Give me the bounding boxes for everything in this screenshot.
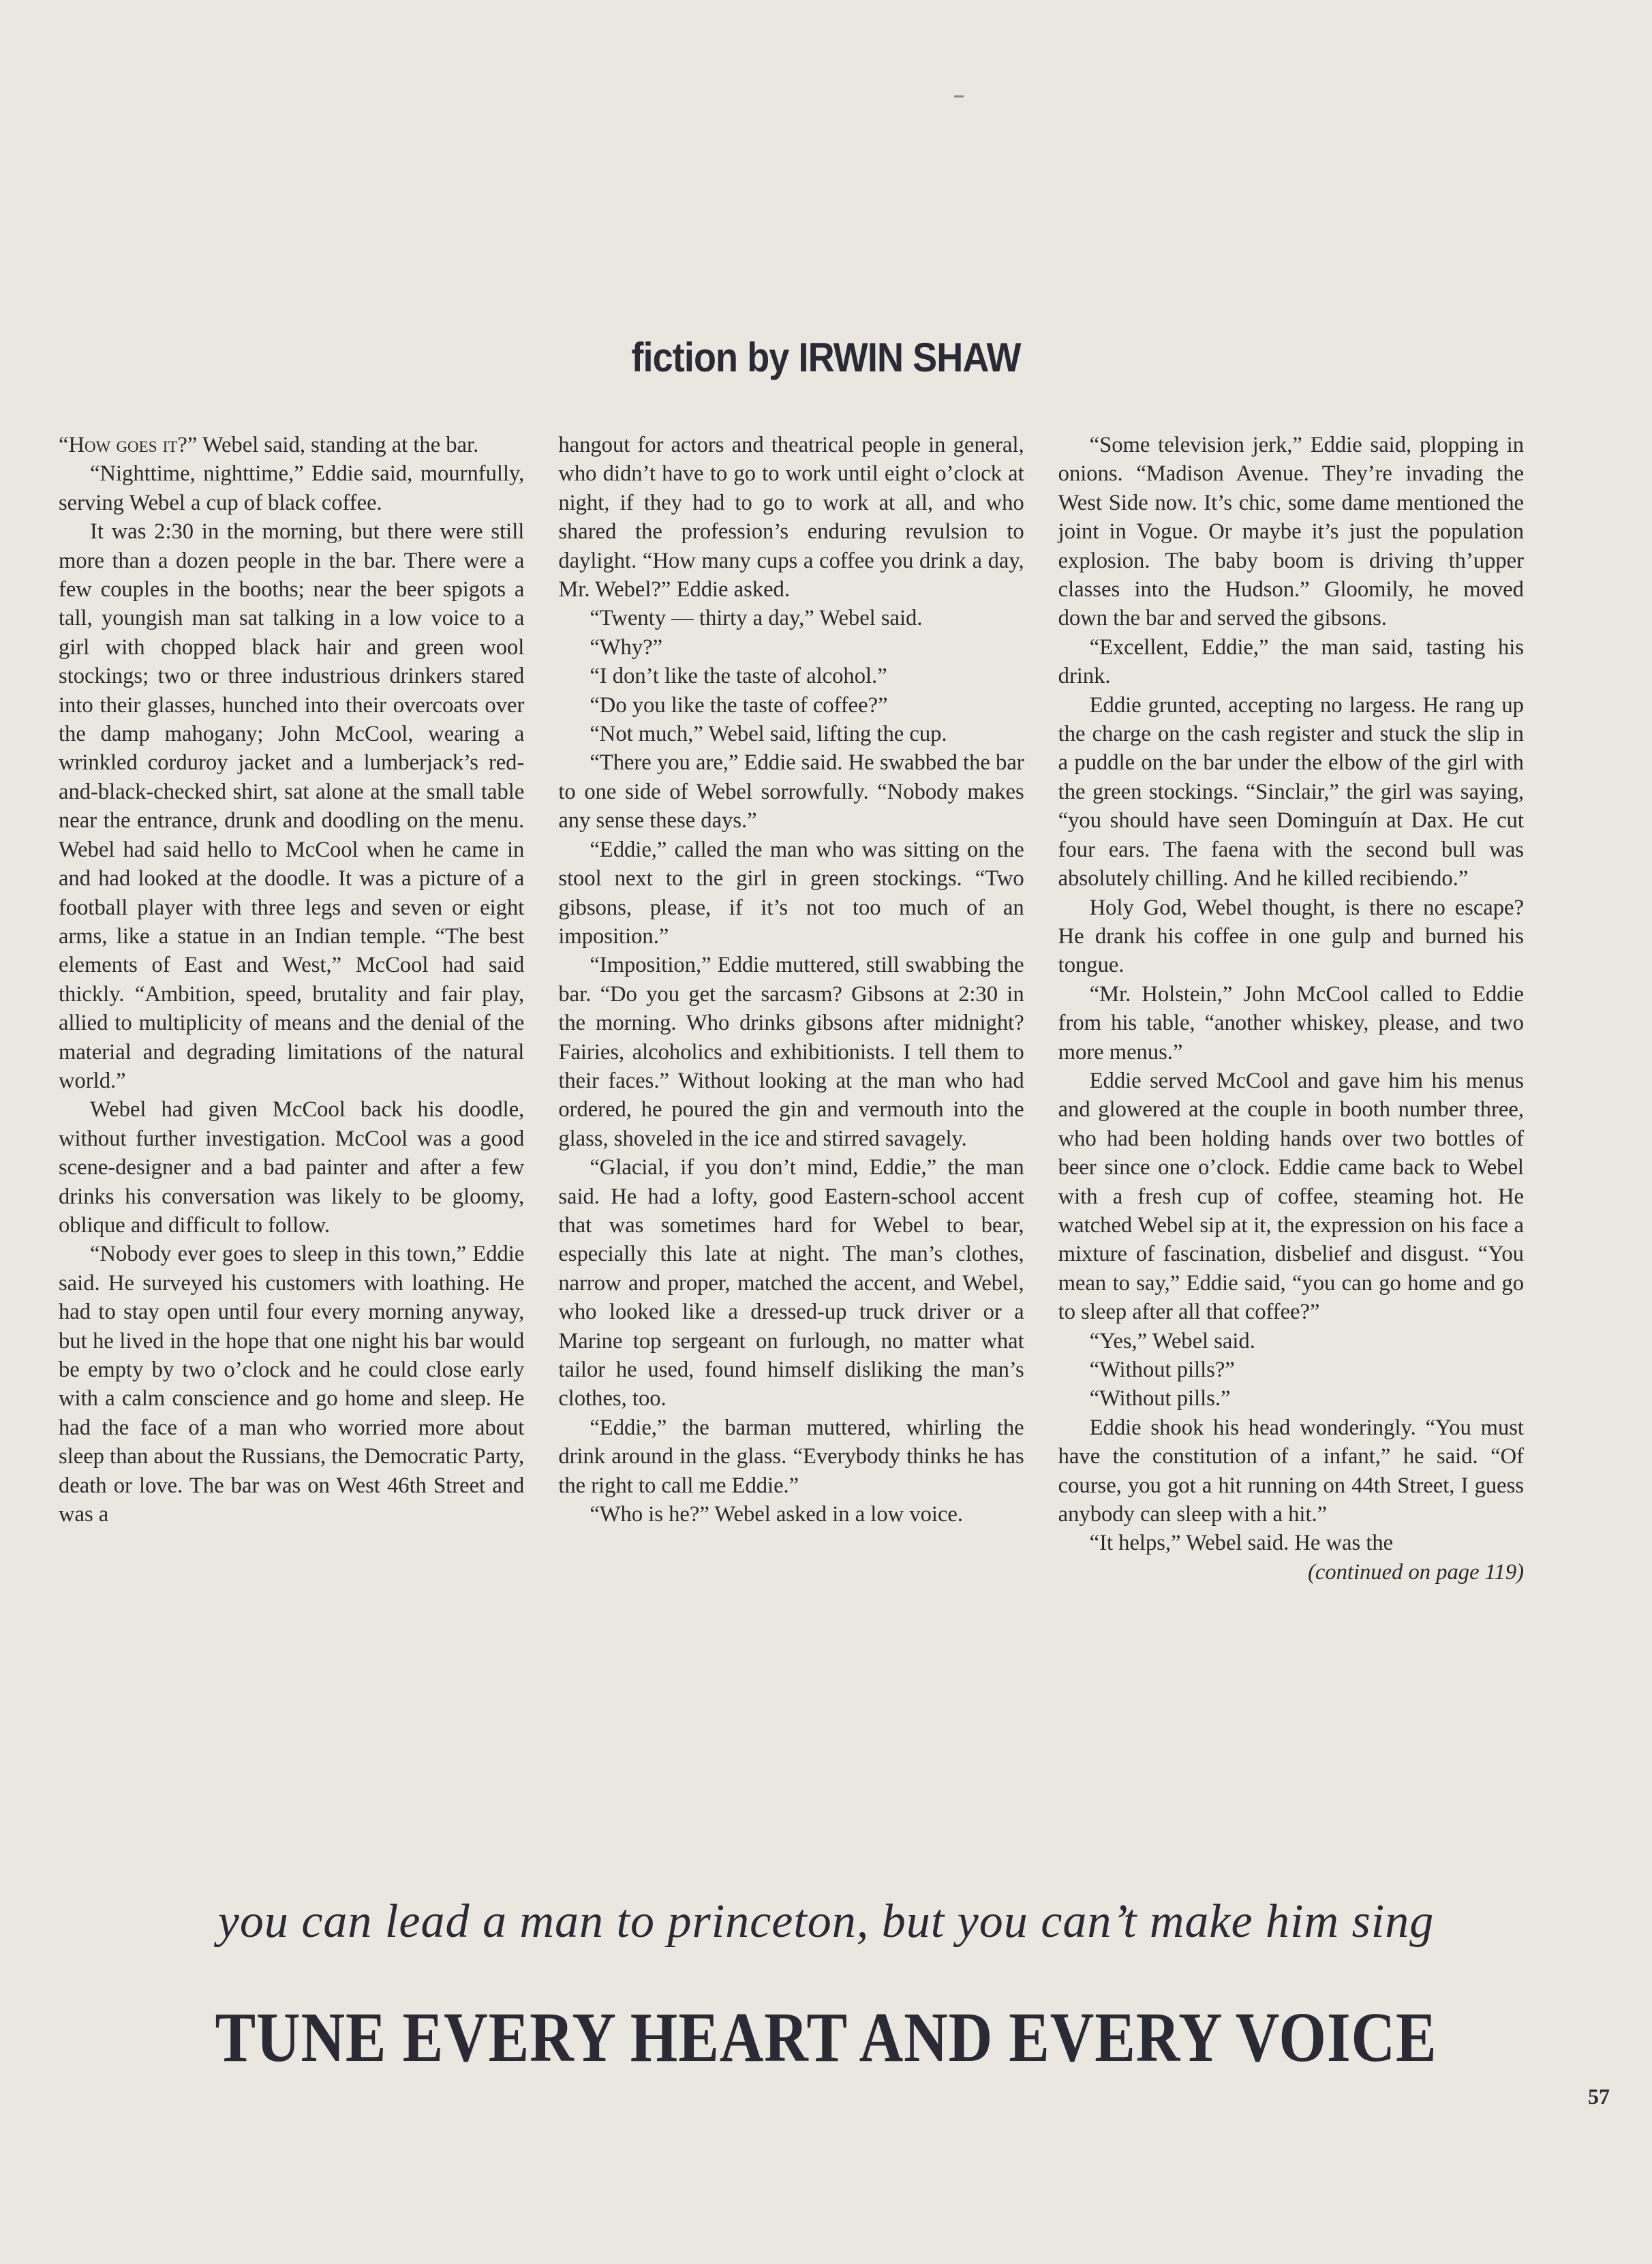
paragraph: It was 2:30 in the morning, but there were still more than a dozen people in the bar. There were a few couples in the booths; near the beer spigots a tall, youngish man sat talking in a low voice to a girl with chopped black hair and green wool stockings; two or three industrious drinkers stared into their glasses, hunched into their overcoats over the damp mahogany; John McCool, wearing a wrinkled corduroy jacket and a lumberjack’s red-and-black-checked shirt, sat alone at the small table near the entrance, drunk and doodling on the menu. Webel had said hello to McCool when he came in and had looked at the doodle. It was a picture of a football player with three legs and seven or eight arms, like a statue in an Indian temple. “The best elements of East and West,” McCool had said thickly. “Ambition, speed, brutality and fair play, allied to multiplicity of means and the denial of the material and degrading limitations of the natural world.” [59, 519, 525, 1093]
paragraph: Eddie shook his head wonderingly. “You must have the constitution of a infant,” he said. “Of course, you got a hit running on 44th Street, I guess anybody can sleep with a hit.” [1058, 1415, 1524, 1527]
paragraph: “Do you like the taste of coffee?” [590, 692, 888, 718]
paragraph: “Excellent, Eddie,” the man said, tasting his drink. [1058, 634, 1524, 689]
paragraph [59, 431, 524, 459]
paragraph: hangout for actors and theatrical people in general, who didn’t have to go to work until eight o’clock at night, if they had to go to work at all, and who shared the profession’s enduring revulsion to daylight. “How many cups a coffee you drink a day, Mr. Webel?” Eddie asked. [558, 433, 1024, 602]
column-2 [558, 431, 1024, 1821]
paragraph: “Some television jerk,” Eddie said, plopping in onions. “Madison Avenue. They’re invading the West Side now. It’s chic, some dame mentioned the joint in Vogue. Or maybe it’s just the population explosion. The baby boom is driving th’upper classes into the Hudson.” Gloomily, he moved down the bar and served the gibsons. [1058, 433, 1524, 631]
paragraph: “Who is he?” Webel asked in a low voice. [590, 1502, 964, 1527]
column-1 [59, 431, 524, 1821]
column-3 [1058, 431, 1524, 1821]
paragraph: “Eddie,” the barman muttered, whirling the drink around in the glass. “Everybody thinks he has the right to call me Eddie.” [558, 1415, 1024, 1498]
paragraph: “Nighttime, nighttime,” Eddie said, mournfully, serving Webel a cup of black coffee. [59, 461, 525, 515]
continued-note[interactable]: (continued on page 119) [1308, 1559, 1524, 1585]
paragraph: “Nobody ever goes to sleep in this town,” Eddie said. He surveyed his customers with loathing. He had to stay open until four every morning anyway, but he lived in the hope that one night his bar would be empty by two o’clock and he could close early with a calm conscience and go home and sleep. He had the face of a man who worried more about sleep than about the Russians, the Democratic Party, death or love. The bar was on West 46th Street and was a [59, 1242, 525, 1527]
paragraph: “I don’t like the taste of alcohol.” [590, 664, 887, 689]
paragraph: “Yes,” Webel said. [1089, 1328, 1255, 1353]
story-tagline: you can lead a man to princeton, but you can’t make him sing [217, 1895, 1435, 1948]
opening-small-caps: “How goes it?” [59, 433, 198, 457]
paragraph: “Without pills.” [1089, 1386, 1231, 1411]
article-body [59, 431, 1524, 1821]
paragraph: “Imposition,” Eddie muttered, still swabbing the bar. “Do you get the sarcasm? Gibsons at 2:30 in the morning. Who drinks gibsons after midnight? Fairies, alcoholics and exhibitionists. I tell them to their faces.” Without looking at the man who had ordered, he poured the gin and vermouth into the glass, shoveled in the ice and stirred savagely. [558, 953, 1024, 1151]
paragraph: “Not much,” Webel said, lifting the cup. [590, 722, 947, 747]
byline: fiction by IRWIN SHAW [631, 335, 1021, 380]
story-headline: TUNE EVERY HEART AND EVERY VOICE [215, 1998, 1437, 2077]
paragraph: Holy God, Webel thought, is there no escape? He drank his coffee in one gulp and burned his tongue. [1058, 895, 1524, 978]
paragraph: Eddie served McCool and gave him his menus and glowered at the couple in booth number three, who had been holding hands over two bottles of beer since one o’clock. Eddie came back to Webel with a fresh cup of coffee, steaming hot. He watched Webel sip at it, the expression on his face a mixture of fascination, disbelief and disgust. “You mean to say,” Eddie said, “you can go home and go to sleep after all that coffee?” [1058, 1068, 1524, 1325]
paragraph: “Mr. Holstein,” John McCool called to Eddie from his table, “another whiskey, please, and two more menus.” [1058, 981, 1524, 1065]
paragraph: Webel had given McCool back his doodle, without further investigation. McCool was a good scene-designer and a bad painter and after a few drinks his conversation was likely to be gloomy, oblique and difficult to follow. [59, 1097, 525, 1238]
paragraph: “Without pills?” [1089, 1358, 1235, 1382]
opening-text: Webel said, standing at the bar. [197, 433, 479, 457]
paragraph: “There you are,” Eddie said. He swabbed the bar to one side of Webel sorrowfully. “Nobody makes any sense these days.” [558, 750, 1024, 833]
paragraph: “Eddie,” called the man who was sitting on the stool next to the girl in green stockings. “Two gibsons, please, if it’s not too much of an imposition.” [558, 837, 1024, 949]
paragraph: “Twenty — thirty a day,” Webel said. [590, 606, 923, 631]
paragraph: “Glacial, if you don’t mind, Eddie,” the man said. He had a lofty, good Eastern-school accent that was sometimes hard for Webel to bear, especially this late at night. The man’s clothes, narrow and proper, matched the accent, and Webel, who looked like a dressed-up truck driver or a Marine top sergeant on furlough, no matter what tailor he used, found himself disliking the man’s clothes, too. [558, 1155, 1024, 1411]
paragraph: “It helps,” Webel said. He was the [1089, 1531, 1394, 1556]
paragraph: Eddie grunted, accepting no largess. He rang up the charge on the cash register and stuck the slip in a puddle on the bar under the elbow of the girl with the green stockings. “Sinclair,” the girl was saying, “you should have seen Dominguín at Dax. He cut four ears. The faena with the second bull was absolutely chilling. And he killed recibiendo.” [1058, 692, 1524, 891]
page-number: 57 [1588, 2084, 1610, 2109]
paragraph: “Why?” [590, 634, 663, 660]
top-rule-mark [954, 95, 964, 97]
